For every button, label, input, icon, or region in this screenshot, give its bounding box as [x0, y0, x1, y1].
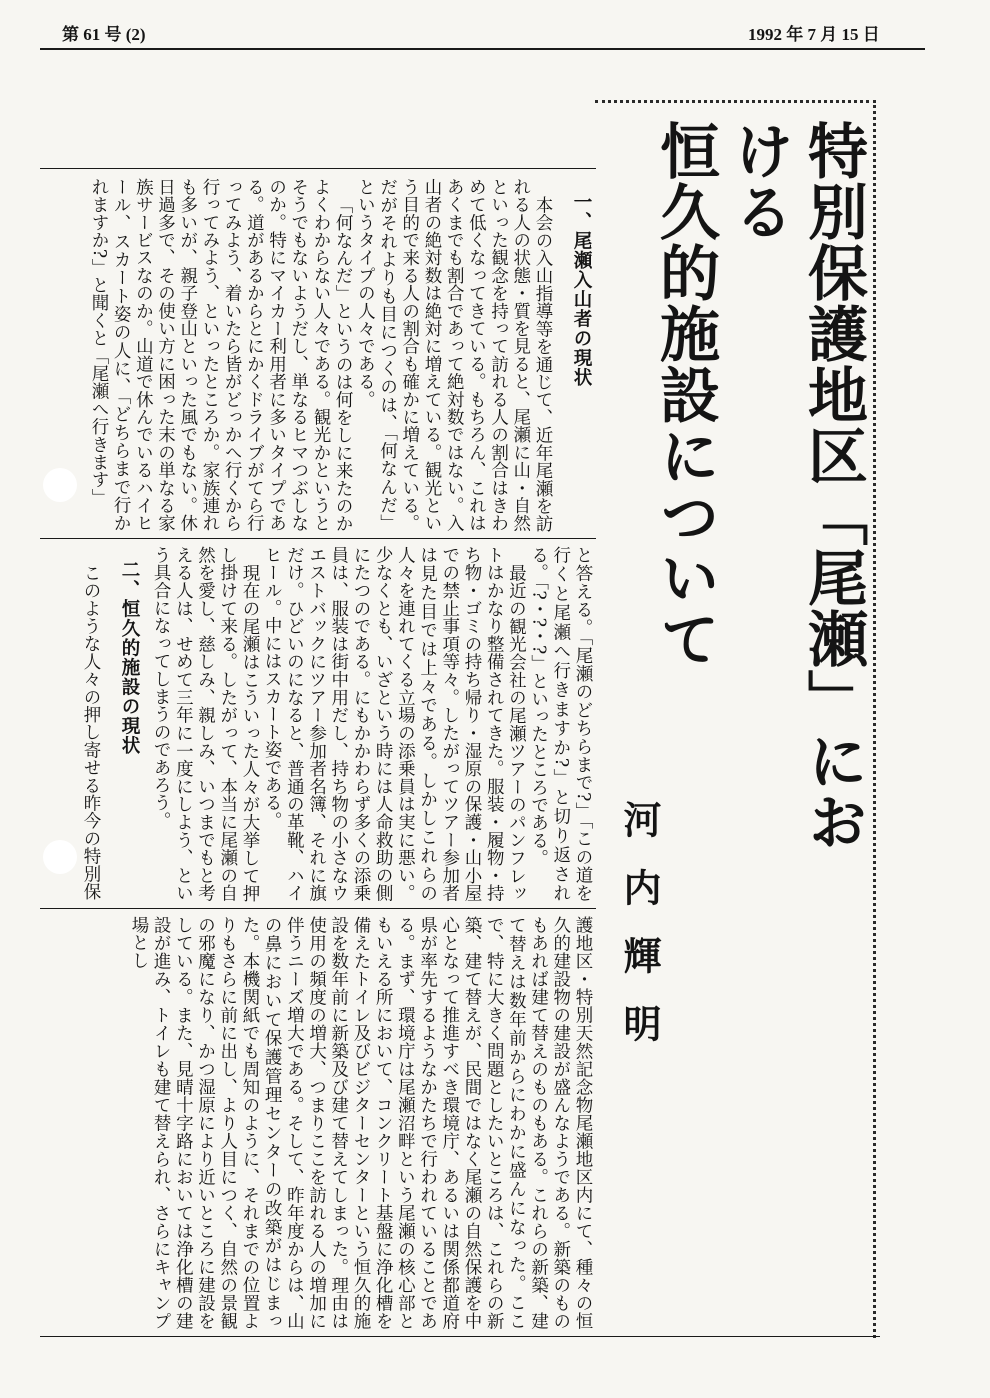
section-1	[40, 178, 594, 532]
continued-paragraph: 最近の観光会社の尾瀬ツアーのパンフレットはかなり整備されてきた。服装・履物・持ち物・ゴミの持ち帰り・湿原の保護・山小屋での禁止事項等々。したがってツアー参加者は見た目では上々である。しかしこれらの人々を連れてくる立場の添乗員は実に悪い。少なくとも、いざという時には人命救助の側にたつのである。にもかかわらず多くの添乗員は、服装は街中用だし、持ち物の小さなウエストバックにツアー参加者名簿、それに旗だけ。ひどいのになると、普通の革靴、ハイヒール。中にはスカート姿である。	[262, 546, 527, 902]
tier-rule-top	[40, 168, 596, 169]
issue-number: 第 61 号 (2)	[62, 25, 146, 44]
section-1-continued	[40, 546, 594, 902]
section-2-intro: このような人々の押し寄せる昨今の特別保	[80, 563, 101, 900]
punch-hole	[43, 468, 77, 502]
section-1-paragraph: 本会の入山指導等を通じて、近年尾瀬を訪れる人の状態・質を見ると、尾瀬に山・自然といった観念を持って訪れる人の割合はきわめて低くなってきている。もちろん、これはあくまでも割合であって絶対数ではない。入山者の絶対数は絶対に増えている。観光という目的で来る人の割合も確かに増えている。だがそれよりも目につくのは、「何なんだ」というタイプの人々である。	[355, 178, 553, 532]
section-2-heading: 二、恒久的施設の現状	[118, 560, 140, 755]
issue-date: 1992 年 7 月 15 日	[748, 25, 880, 44]
tier-rule-1	[40, 538, 596, 539]
continued-paragraph: と答える。「尾瀬のどちらまで?」「この道を行くと尾瀬へ行きますか?」と切り返される。「?・?・?」といったところである。	[528, 546, 593, 902]
title-line-1: 特別保護地区「尾瀬」における	[724, 120, 868, 852]
header-rule	[40, 48, 925, 50]
section-1-paragraph: 「何なんだ」というのは何をしに来たのかよくわからない人々である。観光かというとそうでもないようだし、単なるヒマつぶしなのか。特にマイカー利用者に多いタイプである。道があるからとにかくドライブがてら行ってみよう、着いたら皆がどっかへ行くから行ってみよう、といったところか。家族連れも多いが、親子登山といった風でもない。休日過多で、その使い方に困った末の単なる家族サービスなのか。山道で休んでいるハイヒール、スカート姿の人に、「どちらまで行かれますか?」と聞くと「尾瀬へ行きます」	[88, 178, 354, 532]
section-1-heading: 一、尾瀬入山者の現状	[571, 192, 592, 387]
title-line-2: 恒久的施設について	[650, 120, 720, 669]
tier-rule-bottom	[40, 1336, 880, 1337]
punch-hole	[43, 840, 77, 874]
section-2-paragraph: 護地区・特別天然記念物尾瀬地区内にて、種々の恒久的建設物の建設が盛んなようである。新築のものもあれば建て替えのものもある。これらの新築、建て替えは数年前からにわかに盛んになった。ここで、特に大きく問題としたいところは、これらの新築、建て替えが、民間ではなく尾瀬の自然保護を中心となって推進すべき環境庁、あるいは関係都道府県が率先するようなかたちで行われていることである。まず、環境庁は尾瀬沼畔という尾瀬の核心部ともいえる所において、コンクリート基盤に浄化槽を備えたトイレ及びビジターセンターという恒久的施設を数年前に新築及び建て替えてしまった。理由は使用の頻度の増大、つまりここを訪れる人の増加に伴うニーズ増大である。そして、昨年度からは、山の鼻において保護管理センターの改築がはじまった。本機関紙でも周知のように、それまでの位置よりもさらに前に出し、より人目につく、自然の景観の邪魔になり、かつ湿原により近いところに建設をしている。また、見晴十字路においては浄化槽の建設が進み、トイレも建て替えられ、さらにキャンプ場とし	[128, 916, 593, 1330]
author-name: 河内輝明	[617, 800, 661, 1072]
section-2-continued	[40, 916, 594, 1330]
continued-paragraph: 現在の尾瀬はこういった人々が大挙して押し掛けて来る。したがって、本当に尾瀬の自然を愛し、慈しみ、親しみ、いつまでもと考える人は、せめて三年に一度にしよう、という具合になってしまうのであろう。	[151, 546, 260, 902]
tier-rule-2	[40, 908, 596, 909]
article-title	[650, 120, 870, 860]
